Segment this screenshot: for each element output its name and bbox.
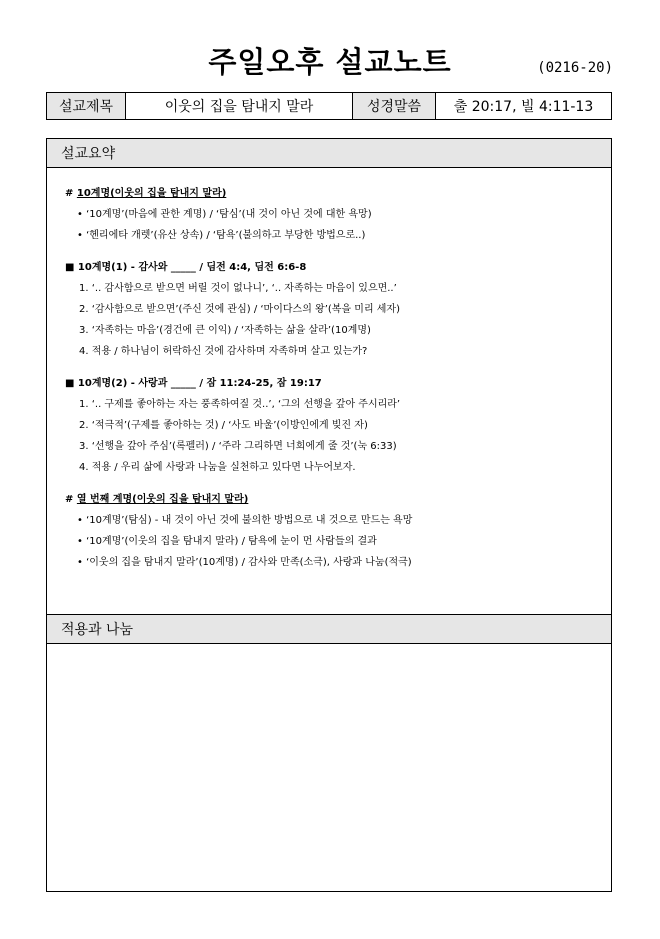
list-item: 1. ‘.. 구제를 좋아하는 자는 풍족하여질 것..’, ‘그의 선행을 갚아 주시리라’ (79, 399, 401, 410)
list-item: • ‘10계명’(마음에 관한 계명) / ‘탐심’(내 것이 아닌 것에 대한 욕망) (77, 209, 372, 220)
list-item: 4. 적용 / 하나님이 허락하신 것에 감사하며 자족하며 살고 있는가? (79, 346, 368, 357)
section4-heading (65, 489, 611, 510)
section1-heading-text: 10계명(이웃의 집을 탐내지 말라) (76, 188, 227, 199)
scripture-label: 성경말씀 (353, 93, 436, 119)
sermon-title-value: 이웃의 집을 탐내지 말라 (126, 93, 353, 119)
summary-header: 설교요약 (47, 139, 611, 168)
list-item: 3. ‘자족하는 마음’(경건에 큰 이익) / ‘자족하는 삶을 살라’(10계명) (79, 325, 371, 336)
list-item: • ‘헨리에타 개렛’(유산 상속) / ‘탐욕’(불의하고 부당한 방법으로..) (77, 230, 366, 241)
scripture-value: 출 20:17, 빌 4:11-13 (453, 99, 594, 115)
section1-heading (65, 183, 611, 204)
list-item: 1. ‘.. 감사함으로 받으면 버릴 것이 없나니’, ‘.. 자족하는 마음이 있으면..’ (79, 283, 397, 294)
section2-heading: ■ 10계명(1) - 감사와 _____ / 딤전 4:4, 딤전 6:6-8 (65, 262, 307, 273)
section4-heading-text: 열 번째 계명(이웃의 집을 탐내지 말라) (76, 494, 249, 505)
section1-heading-prefix: # (65, 188, 77, 199)
sermon-info-table (46, 92, 612, 120)
note-code: (0216-20) (537, 60, 613, 76)
application-box (46, 614, 612, 892)
section3-heading: ■ 10계명(2) - 사랑과 _____ / 잠 11:24-25, 잠 19:17 (65, 378, 322, 389)
list-item: • ‘10계명’(탐심) - 내 것이 아닌 것에 불의한 방법으로 내 것으로 만드는 욕망 (77, 515, 413, 526)
section4-heading-prefix: # (65, 494, 77, 505)
sermon-title-label: 설교제목 (47, 93, 126, 119)
list-item: • ‘이웃의 집을 탐내지 말라’(10계명) / 감사와 만족(소극), 사랑과 나눔(적극) (77, 557, 412, 568)
list-item: 3. ‘선행을 갚아 주심’(록펠러) / ‘주라 그리하면 너희에게 줄 것’(눅 6:33) (79, 441, 397, 452)
list-item: 2. ‘감사함으로 받으면’(주신 것에 관심) / ‘마이다스의 왕’(복을 미리 세자) (79, 304, 400, 315)
summary-content (47, 168, 611, 573)
list-item: 2. ‘적극적’(구제를 좋아하는 것) / ‘사도 바울’(이방인에게 빚진 자) (79, 420, 368, 431)
summary-box (46, 138, 612, 615)
application-header: 적용과 나눔 (47, 615, 611, 644)
application-writing-area[interactable] (47, 644, 611, 893)
list-item: • ‘10계명’(이웃의 집을 탐내지 말라) / 탐욕에 눈이 먼 사람들의 결과 (77, 536, 377, 547)
page-title: 주일오후 설교노트 (208, 45, 452, 79)
list-item: 4. 적용 / 우리 삶에 사랑과 나눔을 실천하고 있다면 나누어보자. (79, 462, 356, 473)
